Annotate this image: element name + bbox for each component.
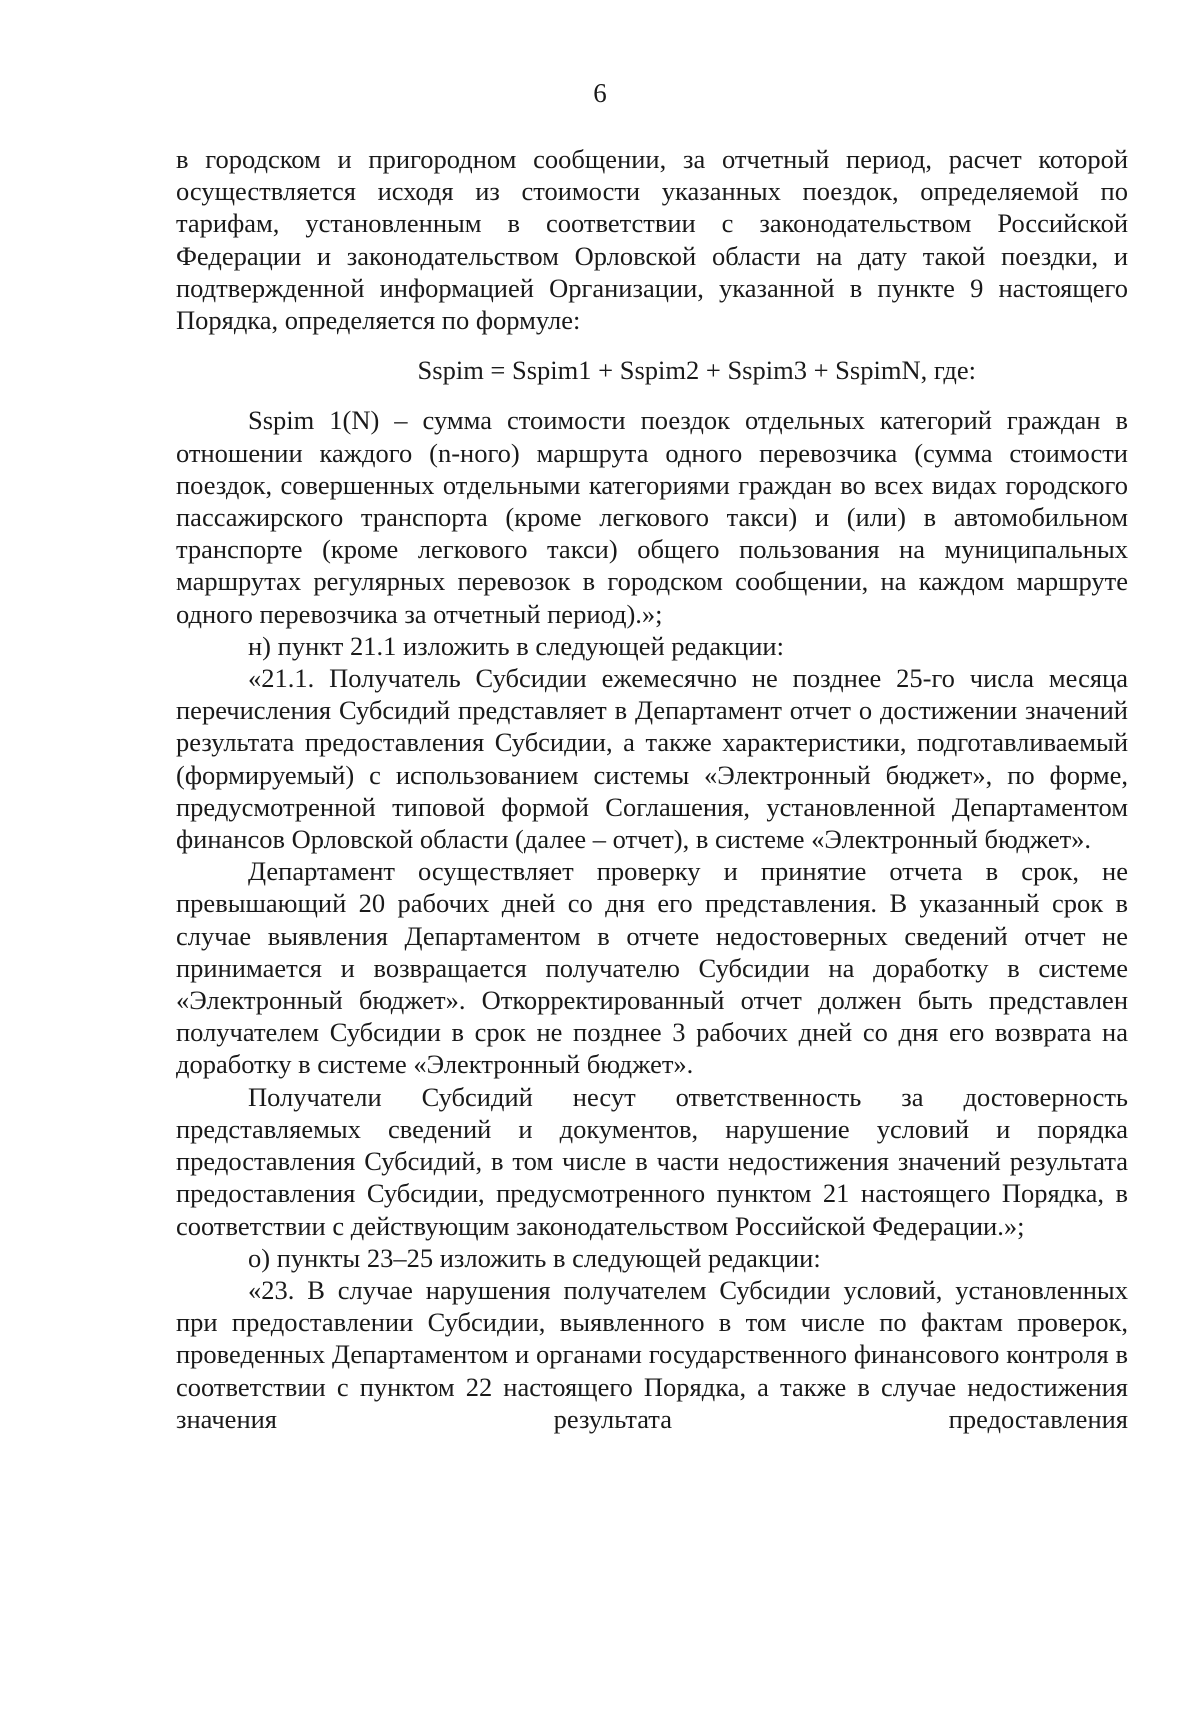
paragraph-responsibility: Получатели Субсидий несут ответственность за достоверность представляемых сведений и документов, нарушение условий и порядка предоставления Субсидий, в том числе в части недостижения значений результата предоставления Субсидии, предусмотренного пунктом 21 настоящего Порядка, в соответствии с действующим законодательством Российской Федерации.»;: [176, 1081, 1128, 1241]
paragraph-21-1: «21.1. Получатель Субсидии ежемесячно не позднее 25-го числа месяца перечисления Субсидий представляет в Департамент отчет о достижении значений результата предоставления Субсидии, а также характеристики, подготавливаемый (формируемый) с использованием системы «Электронный бюджет», по форме, предусмотренной типовой формой Соглашения, установленной Департаментом финансов Орловской области (далее – отчет), в системе «Электронный бюджет».: [176, 663, 1128, 855]
page-number: 6: [593, 78, 607, 108]
paragraph-formula-definition: Sspim 1(N) – сумма стоимости поездок отдельных категорий граждан в отношении каждого (n-ного) маршрута одного перевозчика (сумма стоимости поездок, совершенных отдельными категориями граждан во всех видах городского пассажирского транспорта (кроме легкового такси) и (или) в автомобильном транспорте (кроме легкового такси) общего пользования на муниципальных маршрутах регулярных перевозок в городском сообщении, на каждом маршруте одного перевозчика за отчетный период).»;: [176, 405, 1128, 629]
paragraph-continuation: в городском и пригородном сообщении, за отчетный период, расчет которой осуществляется исходя из стоимости указанных поездок, определяемой по тарифам, установленным в соответствии с законодательством Российской Федерации и законодательством Орловской области на дату такой поездки, и подтвержденной информацией Организации, указанной в пункте 9 настоящего Порядка, определяется по формуле:: [176, 144, 1128, 336]
paragraph-item-n: н) пункт 21.1 изложить в следующей редакции:: [248, 630, 784, 661]
formula: Sspim = Sspim1 + Sspim2 + Sspim3 + SspimN, где:: [417, 355, 976, 386]
document-body: [176, 143, 1128, 1435]
paragraph-department-check: Департамент осуществляет проверку и принятие отчета в срок, не превышающий 20 рабочих дней со дня его представления. В указанный срок в случае выявления Департаментом в отчете недостоверных сведений отчет не принимается и возвращается получателю Субсидии на доработку в системе «Электронный бюджет». Откорректированный отчет должен быть представлен получателем Субсидии в срок не позднее 3 рабочих дней со дня его возврата на доработку в системе «Электронный бюджет».: [176, 856, 1128, 1080]
paragraph-23: «23. В случае нарушения получателем Субсидии условий, установленных при предоставлении Субсидии, выявленного в том числе по фактам проверок, проведенных Департаментом и органами государственного финансового контроля в соответствии с пунктом 22 настоящего Порядка, а также в случае недостижения значения результата предоставления: [176, 1274, 1128, 1434]
paragraph-item-o: о) пункты 23–25 изложить в следующей редакции:: [248, 1242, 821, 1273]
